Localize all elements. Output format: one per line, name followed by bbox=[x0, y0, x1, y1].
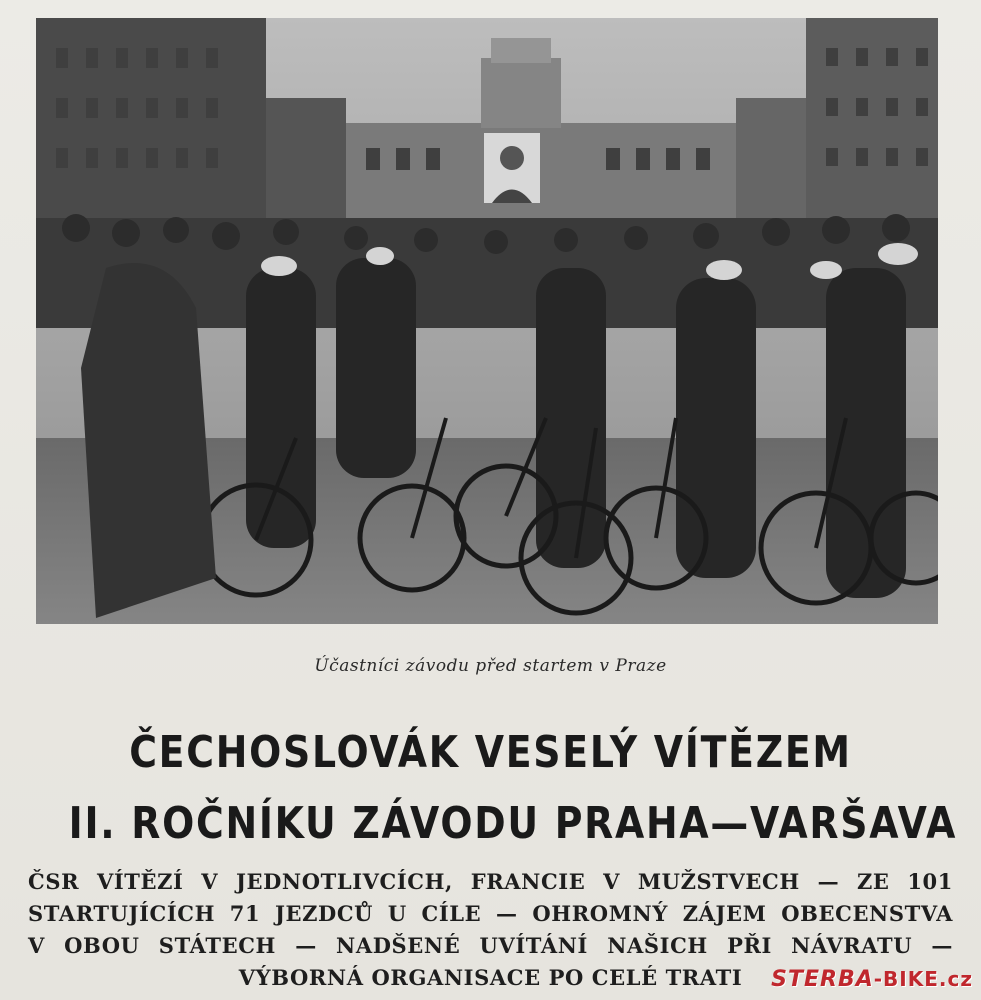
watermark-brand: STERBA bbox=[771, 967, 874, 992]
photo-illustration bbox=[36, 18, 938, 624]
woman-in-coat bbox=[81, 263, 216, 618]
site-watermark bbox=[771, 967, 973, 992]
race-photo bbox=[36, 18, 938, 624]
subheadline-line-2: STARTUJÍCÍCH 71 JEZDCŮ U CÍLE — OHROMNÝ ZÁJEM OBECENSTVA bbox=[28, 901, 953, 926]
photo-caption: Účastníci závodu před startem v Praze bbox=[314, 656, 667, 676]
subheadline-line-3: V OBOU STÁTECH — NADŠENÉ UVÍTÁNÍ NAŠICH PŘI NÁVRATU — bbox=[28, 933, 953, 958]
subheadline-line-1: ČSR VÍTĚZÍ V JEDNOTLIVCÍCH, FRANCIE V MUŽSTVECH — ZE 101 bbox=[28, 869, 953, 894]
headline-line-1: ČECHOSLOVÁK VESELÝ VÍTĚZEM bbox=[129, 727, 852, 778]
headline-line-2: II. ROČNÍKU ZÁVODU PRAHA—VARŠAVA bbox=[68, 798, 958, 849]
watermark-suffix: -BIKE.cz bbox=[873, 967, 973, 991]
subheadline-line-4: VÝBORNÁ ORGANISACE PO CELÉ TRATI bbox=[238, 965, 743, 990]
